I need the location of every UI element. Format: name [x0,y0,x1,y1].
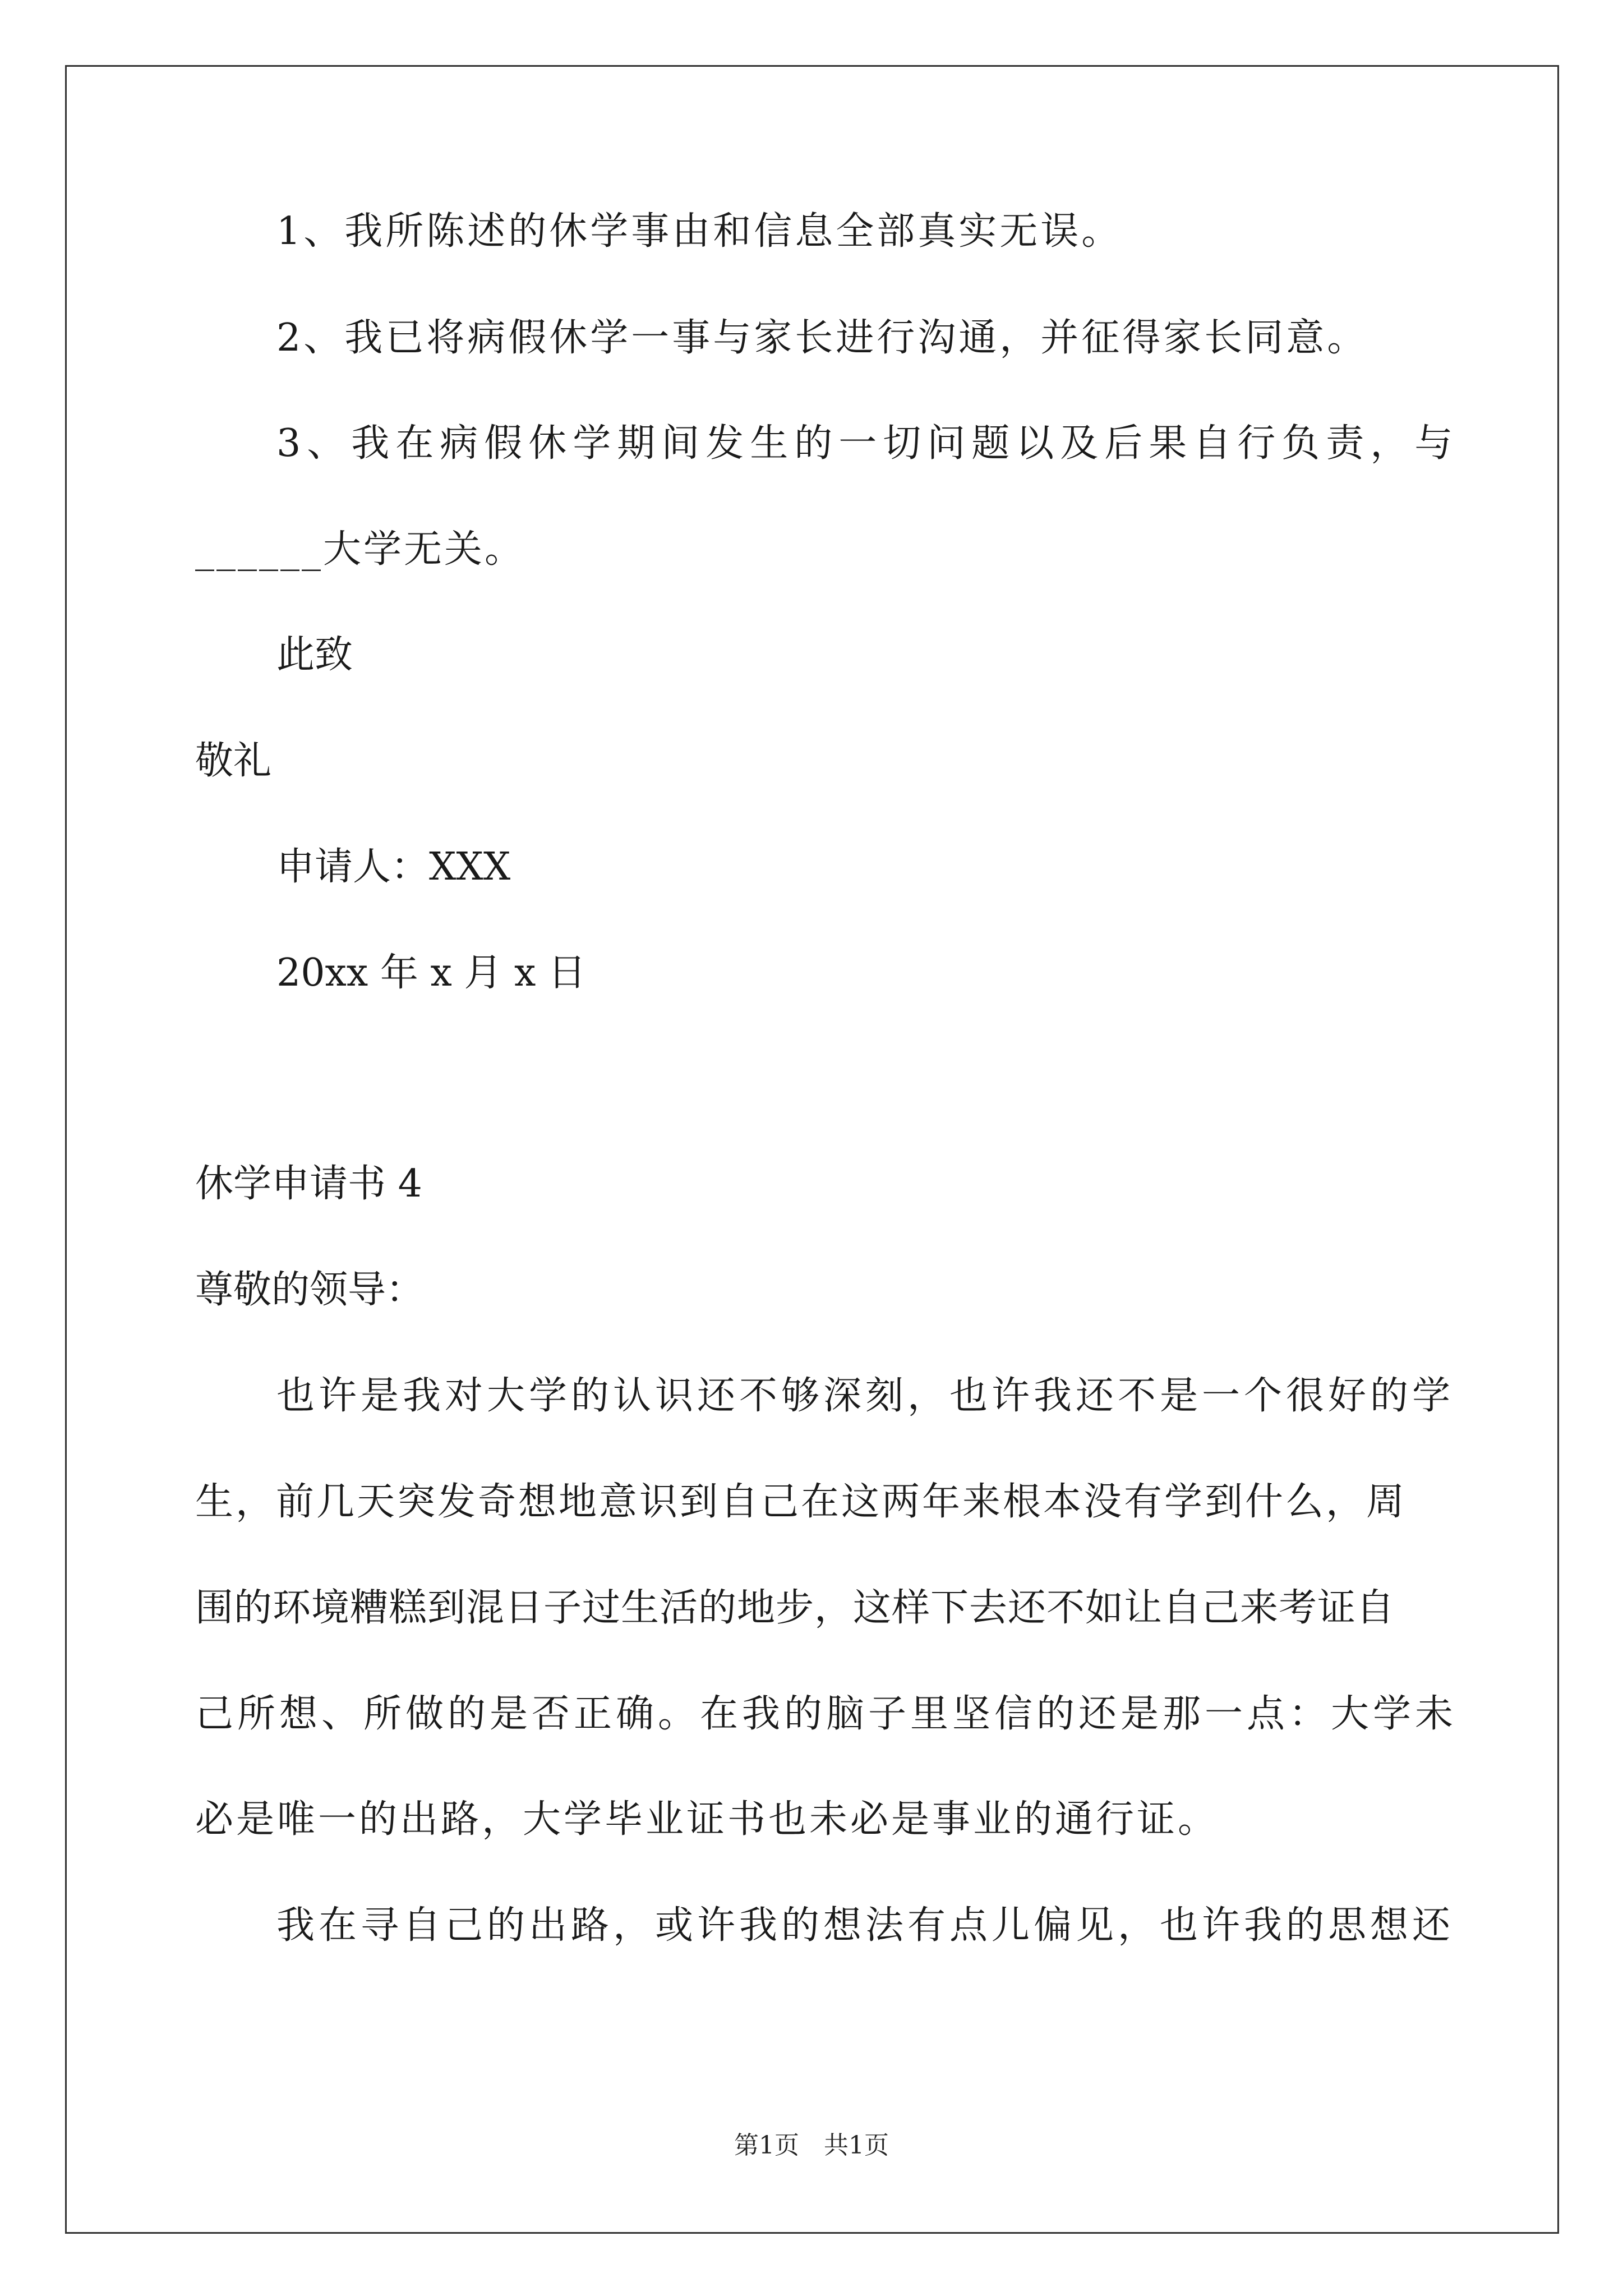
declaration-item-1: 1、我所陈述的休学事由和信息全部真实无误。 [276,209,1123,254]
closing-regards: 敬礼 [195,739,272,783]
body-paragraph-1-line-1: 也许是我对大学的认识还不够深刻，也许我还不是一个很好的学 [276,1374,1455,1418]
body-paragraph-1-line-2: 生，前几天突发奇想地意识到自己在这两年来根本没有学到什么，周 [195,1480,1407,1524]
application-date: 20xx 年 x 月 x 日 [276,951,587,995]
body-paragraph-1-line-5: 必是唯一的出路，大学毕业证书也未必是事业的通行证。 [195,1797,1219,1842]
declaration-item-3: 3、我在病假休学期间发生的一切问题以及后果自行负责，与 [276,421,1459,466]
letter-greeting: 尊敬的领导： [195,1268,425,1312]
applicant-signature: 申请人：XXX [276,845,511,889]
closing-salutation: 此致 [276,633,353,677]
body-paragraph-2-line-1: 我在寻自己的出路，或许我的想法有点儿偏见，也许我的思想还 [276,1903,1455,1948]
body-paragraph-1-line-4: 己所想、所做的是否正确。在我的脑子里坚信的还是那一点：大学未 [195,1692,1458,1736]
page-footer: 第1页 共1页 [734,2131,889,2160]
body-paragraph-1-line-3: 围的环境糟糕到混日子过生活的地步，这样下去还不如让自己来考证自 [195,1586,1395,1630]
section-title: 休学申请书 4 [195,1162,422,1206]
declaration-item-2: 2、我已将病假休学一事与家长进行沟通，并征得家长同意。 [276,316,1368,360]
declaration-item-3-continued: ______大学无关。 [195,527,525,572]
